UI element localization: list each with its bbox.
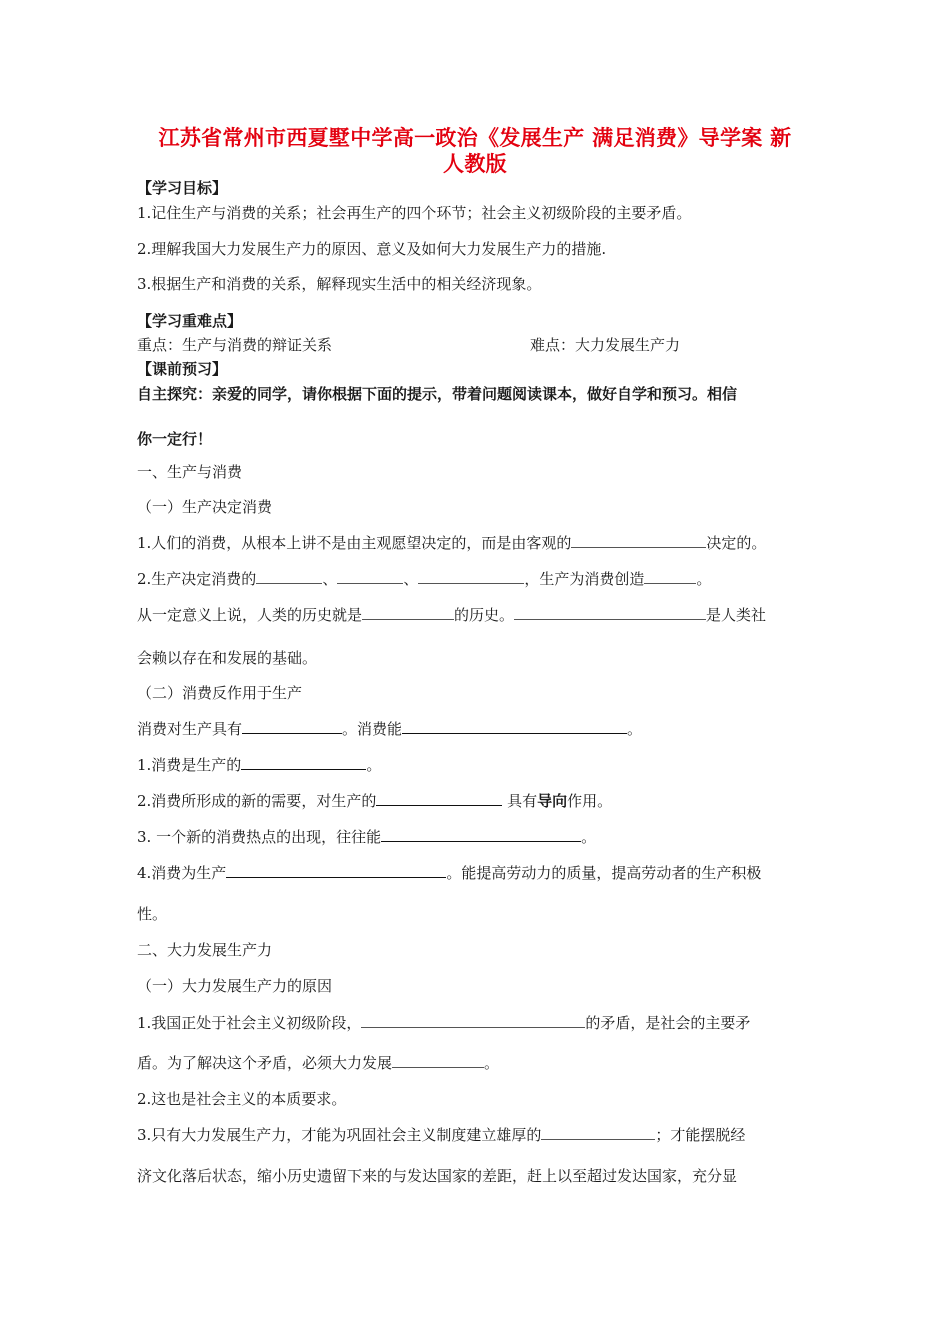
s1-q-3-text: 2.消费所形成的新的需要，对生产的	[137, 792, 377, 810]
fill-blank[interactable]	[242, 719, 342, 734]
s1-q-1-text: 消费对生产具有	[137, 720, 243, 738]
s1-q-3-bold: 导向	[537, 792, 568, 810]
fill-blank[interactable]	[226, 863, 446, 878]
fill-blank[interactable]	[402, 719, 627, 734]
s1-q-5-cont: 性。	[137, 905, 168, 923]
s1-q-3-text-c: 作用。	[567, 792, 613, 810]
preview-intro-line-1: 自主探究：亲爱的同学，请你根据下面的提示，带着问题阅读课本，做好自学和预习。相信	[137, 385, 738, 403]
separator: 、	[322, 570, 338, 588]
s2-r-3-text-b: ；才能摆脱经	[655, 1126, 746, 1144]
s1-q-4	[137, 827, 596, 847]
fill-blank[interactable]	[514, 605, 706, 620]
fill-blank[interactable]	[376, 791, 502, 806]
s1-para-3-text-b: 的历史。	[454, 606, 515, 624]
s2-r-3-cont: 济文化落后状态，缩小历史遗留下来的与发达国家的差距，赶上以至超过发达国家，充分显	[137, 1167, 738, 1185]
s1-q-4-text: 3. 一个新的消费热点的出现，往往能	[137, 828, 382, 846]
s1-q-3-text-b: 具有	[502, 792, 538, 810]
fill-blank[interactable]	[392, 1053, 484, 1068]
period: 。	[366, 756, 382, 774]
s1-q-1	[137, 719, 642, 739]
s1-para-2	[137, 569, 711, 589]
s1-q-5-text: 4.消费为生产	[137, 864, 227, 882]
s2-r-1-text-b: 的矛盾，是社会的主要矛	[585, 1014, 751, 1032]
fill-blank[interactable]	[644, 569, 696, 584]
s1-para-3-cont: 会赖以存在和发展的基础。	[137, 649, 318, 667]
s1-para-3	[137, 605, 766, 625]
s1-q-3	[137, 791, 612, 811]
s2-r-3-text: 3.只有大力发展生产力，才能为巩固社会主义制度建立雄厚的	[137, 1126, 542, 1144]
page-title-line-2: 人教版	[443, 151, 507, 176]
page-title-line-1: 江苏省常州市西夏墅中学高一政治《发展生产 满足消费》导学案 新	[158, 125, 792, 150]
s1-q-5	[137, 863, 761, 883]
section-1-title: 一、生产与消费	[137, 463, 243, 481]
s1-q-5-text-b: 。能提高劳动力的质量，提高劳动者的生产积极	[446, 864, 762, 882]
difficulty-point: 难点：大力发展生产力	[530, 336, 681, 354]
preview-heading: 【课前预习】	[137, 360, 228, 378]
s2-r-1-text: 1.我国正处于社会主义初级阶段，	[137, 1014, 362, 1032]
s2-r-1-text-c: 盾。为了解决这个矛盾，必须大力发展	[137, 1054, 393, 1072]
section-1-sub-1: （一）生产决定消费	[137, 498, 273, 516]
separator: 、	[403, 570, 419, 588]
focus-point: 重点：生产与消费的辩证关系	[137, 336, 333, 354]
goal-item-1: 1.记住生产与消费的关系；社会再生产的四个环节；社会主义初级阶段的主要矛盾。	[137, 204, 692, 222]
s1-para-1-end: 决定的。	[706, 534, 767, 552]
s1-para-3-text: 从一定意义上说，人类的历史就是	[137, 606, 363, 624]
fill-blank[interactable]	[337, 569, 403, 584]
section-2-sub-1: （一）大力发展生产力的原因	[137, 977, 333, 995]
section-2-title: 二、大力发展生产力	[137, 941, 273, 959]
fill-blank[interactable]	[361, 1013, 585, 1028]
fill-blank[interactable]	[241, 755, 366, 770]
s1-para-2-text: 2.生产决定消费的	[137, 570, 257, 588]
key-points-row	[137, 335, 837, 355]
period: 。	[581, 828, 597, 846]
section-1-sub-2: （二）消费反作用于生产	[137, 684, 303, 702]
s1-q-2-text: 1.消费是生产的	[137, 756, 242, 774]
key-points-heading: 【学习重难点】	[137, 312, 243, 330]
fill-blank[interactable]	[362, 605, 454, 620]
goals-heading: 【学习目标】	[137, 179, 228, 197]
s1-q-1-text-b: 。消费能	[342, 720, 403, 738]
s2-r-1-cont	[137, 1053, 499, 1073]
preview-intro-line-2: 你一定行！	[137, 430, 213, 448]
period: 。	[696, 570, 712, 588]
s1-q-2	[137, 755, 381, 775]
s1-para-1	[137, 533, 766, 553]
fill-blank[interactable]	[541, 1125, 655, 1140]
s1-para-3-text-c: 是人类社	[706, 606, 767, 624]
fill-blank[interactable]	[418, 569, 524, 584]
period: 。	[484, 1054, 500, 1072]
goal-item-3: 3.根据生产和消费的关系，解释现实生活中的相关经济现象。	[137, 275, 542, 293]
fill-blank[interactable]	[256, 569, 322, 584]
s1-para-2-text-b: ，生产为消费创造	[524, 570, 645, 588]
s2-r-1	[137, 1013, 750, 1033]
s2-r-2: 2.这也是社会主义的本质要求。	[137, 1090, 347, 1108]
fill-blank[interactable]	[571, 533, 706, 548]
period: 。	[627, 720, 643, 738]
fill-blank[interactable]	[381, 827, 581, 842]
s2-r-3	[137, 1125, 745, 1145]
goal-item-2: 2.理解我国大力发展生产力的原因、意义及如何大力发展生产力的措施.	[137, 240, 607, 258]
s1-para-1-text: 1.人们的消费，从根本上讲不是由主观愿望决定的，而是由客观的	[137, 534, 572, 552]
